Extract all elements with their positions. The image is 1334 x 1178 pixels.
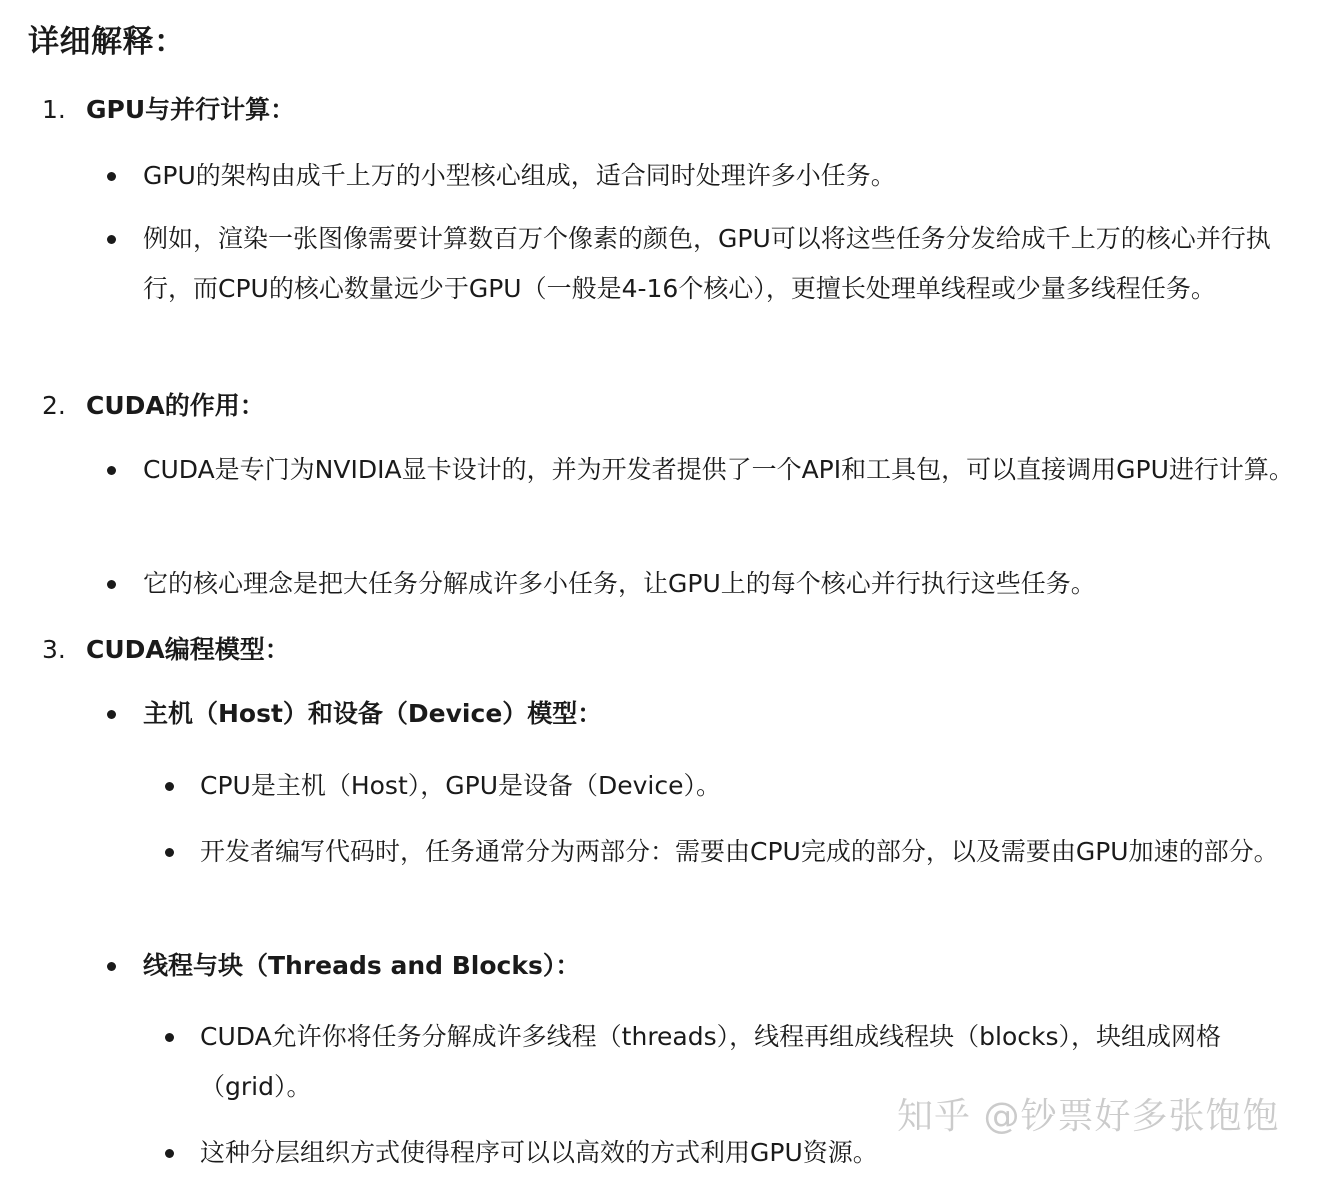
bullet-dot (107, 962, 116, 971)
bullet-dot (165, 1149, 174, 1158)
list-item: GPU的架构由成千上万的小型核心组成，适合同时处理许多小任务。 (143, 161, 896, 190)
section-number: 1. (42, 95, 66, 124)
bullet-dot (107, 710, 116, 719)
list-item: CUDA是专门为NVIDIA显卡设计的，并为开发者提供了一个API和工具包，可以直接调用GPU进行计算。 (143, 455, 1294, 484)
subsection-title: 线程与块（Threads and Blocks）： (143, 951, 581, 980)
bullet-dot (107, 235, 116, 244)
list-item: CUDA允许你将任务分解成许多线程（threads），线程再组成线程块（blocks），块组成网格（grid）。 (200, 1022, 1221, 1101)
list-item: 它的核心理念是把大任务分解成许多小任务，让GPU上的每个核心并行执行这些任务。 (143, 569, 1096, 598)
bullet-dot (107, 580, 116, 589)
section-title: CUDA的作用： (86, 391, 265, 420)
list-item: 例如，渲染一张图像需要计算数百万个像素的颜色，GPU可以将这些任务分发给成千上万的核心并行执行，而CPU的核心数量远少于GPU（一般是4-16个核心），更擅长处理单线程或少量多线程任务。 (143, 224, 1271, 303)
bullet-dot (107, 466, 116, 475)
subsection-title: 主机（Host）和设备（Device）模型： (143, 699, 603, 728)
section-title: GPU与并行计算： (86, 95, 296, 124)
section-number: 3. (42, 635, 66, 664)
list-item: 这种分层组织方式使得程序可以以高效的方式利用GPU资源。 (200, 1138, 878, 1167)
section-1-header (42, 92, 295, 128)
page-heading: 详细解释： (28, 24, 186, 60)
section-2-header (42, 388, 265, 424)
list-item: 开发者编写代码时，任务通常分为两部分：需要由CPU完成的部分，以及需要由GPU加速的部分。 (200, 837, 1279, 866)
section-number: 2. (42, 391, 66, 420)
list-item: CPU是主机（Host），GPU是设备（Device）。 (200, 771, 721, 800)
bullet-dot (165, 782, 174, 791)
bullet-dot (107, 172, 116, 181)
section-title: CUDA编程模型： (86, 635, 290, 664)
watermark: 知乎 @钞票好多张饱饱 (897, 1096, 1280, 1137)
bullet-dot (165, 848, 174, 857)
bullet-dot (165, 1033, 174, 1042)
section-3-header (42, 632, 290, 668)
